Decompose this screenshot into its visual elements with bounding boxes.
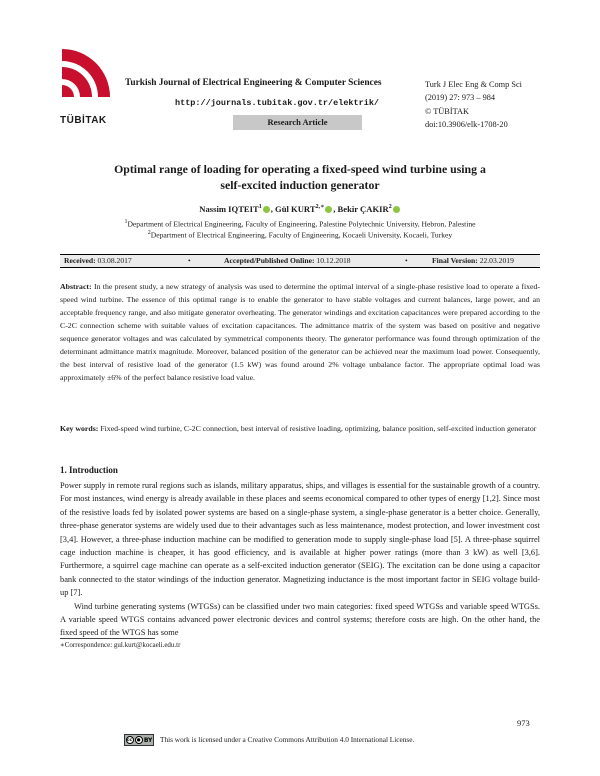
tubitak-logo: [60, 47, 120, 129]
orcid-icon[interactable]: [263, 206, 270, 213]
author-list: Nassim IQTEIT$^1$ , Gül $KURT^{2,∗}$ , Bekir ÇAKIR$^2$: [60, 203, 540, 214]
section-heading: 1. Introduction: [60, 465, 118, 475]
dates-bar: [60, 254, 540, 268]
introduction-body: [60, 479, 540, 640]
cc-icon: cc: [126, 738, 133, 743]
final-date: Final Version: 22.03.2019: [432, 256, 514, 265]
copyright: © TÜBİTAK: [425, 106, 469, 116]
cc-badge-label: BY: [143, 736, 153, 744]
creative-commons-badge[interactable]: [124, 734, 154, 746]
abstract: Abstract: In the present study, a new strategy of analysis was used to determine the optimal interval of a single-phase resistive load to operate a fixed-speed wind turbine. The essence of this optimal range is to enable the generator to have stable voltages and current balances, large power, and an acceptable frequency range, and also mitigate generator overheating. The generator windings and excitation capacitances were prepared according to the C-2C connection scheme with suitable values of excitation capacitances. The admittance matrix of the system was based on positive and negative sequence generator voltages and was calculated by symmetrical components theory. The generator performance was found through optimization of the determinant admittance matrix magnitude. Moreover, balanced position of the generator can be achieved near the maximum load power. Consequently, the best interval of resistive load of the generator (1.5 kW) was found around 2% voltage unbalance factor. The appropriate optimal load was approximately ±6% of the perfect balance resistive load value.: [60, 282, 540, 382]
correspondence-footnote: ∗Correspondence: gul.kurt@kocaeli.edu.tr: [60, 641, 181, 649]
affiliation: $^2$Department of Electrical Engineering, Faculty of Engineering, Kocaeli University, Kocaeli, Turkey: [147, 230, 453, 240]
accepted-date: Accepted/Published Online: 10.12.2018: [224, 256, 351, 265]
volume-pages: (2019) 27: 973 – 984: [425, 93, 496, 103]
author-name: Nassim IQTEIT: [199, 203, 259, 214]
article-title: Optimal range of loading for operating a fixed-speed wind turbine using a self-excited induction generator: [114, 162, 486, 192]
orcid-icon[interactable]: [325, 206, 332, 213]
logo-wordmark: TÜBİTAK: [60, 115, 107, 126]
footnote-rule: [60, 638, 155, 639]
article-type-label: Research Article: [233, 115, 362, 130]
author-name: Bekir ÇAKIR: [337, 203, 389, 214]
orcid-icon[interactable]: [393, 206, 400, 213]
doi[interactable]: doi:10.3906/elk-1708-20: [425, 120, 508, 130]
paragraph: Power supply in remote rural regions such as islands, military apparatus, ships, and villages is essential for the sustainable growth of a country. For most instances, wind energy is already available in these places and seems economical compared to other types of energy [1,2]. Since most of the resistive loads fed by isolated power systems are based on a single-phase system, a single-phase generator is a better choice. Generally, three-phase generator systems are widely used due to their advantages such as less maintenance, modest protection, and lower investment cost [3,4]. However, a three-phase induction machine can be modified to generation mode to supply single-phase load [5]. A three-phase squirrel cage induction machine is cheaper, it has good efficiency, and is available at higher power ratings (more than 3 kW) as well [3,6]. Furthermore, a squirrel cage machine can operate as a self-excited induction generator (SEIG). The excitation can be done using a capacitor bank connected to the stator windings of the induction generator. Magnetizing inductance is the most important factor in SEIG voltage build-up [7].: [60, 481, 540, 598]
keywords: Key words: Fixed-speed wind turbine, C-2C connection, best interval of resistive loading, optimizing, balance position, self-excited induction generator: [60, 424, 537, 433]
author-name: Gül KURT: [275, 203, 316, 214]
affiliation: $^1$Department of Electrical Engineering, Faculty of Engineering, Palestine Polytechnic University, Hebron, Palestine: [124, 219, 476, 229]
paragraph: Wind turbine generating systems (WTGSs) can be classified under two main categories: fixed speed WTGSs and variable speed WTGSs. A variable speed WTGS contains advanced power electronic devices and control systems; therefore costs are high. On the other hand, the fixed speed of the WTGS has some: [60, 601, 540, 638]
page-number: 973: [517, 718, 530, 728]
journal-url[interactable]: http://journals.tubitak.gov.tr/elektrik/: [175, 98, 380, 108]
separator: •: [405, 256, 408, 265]
attribution-person-icon: ●: [135, 736, 143, 744]
license-text[interactable]: This work is licensed under a Creative Commons Attribution 4.0 International License.: [160, 735, 415, 744]
journal-title: Turkish Journal of Electrical Engineering & Computer Sciences: [125, 78, 382, 88]
citation-block: [425, 78, 522, 132]
received-date: Received: 03.08.2017: [64, 256, 132, 265]
separator: •: [188, 256, 191, 265]
journal-abbrev: Turk J Elec Eng & Comp Sci: [425, 80, 522, 89]
